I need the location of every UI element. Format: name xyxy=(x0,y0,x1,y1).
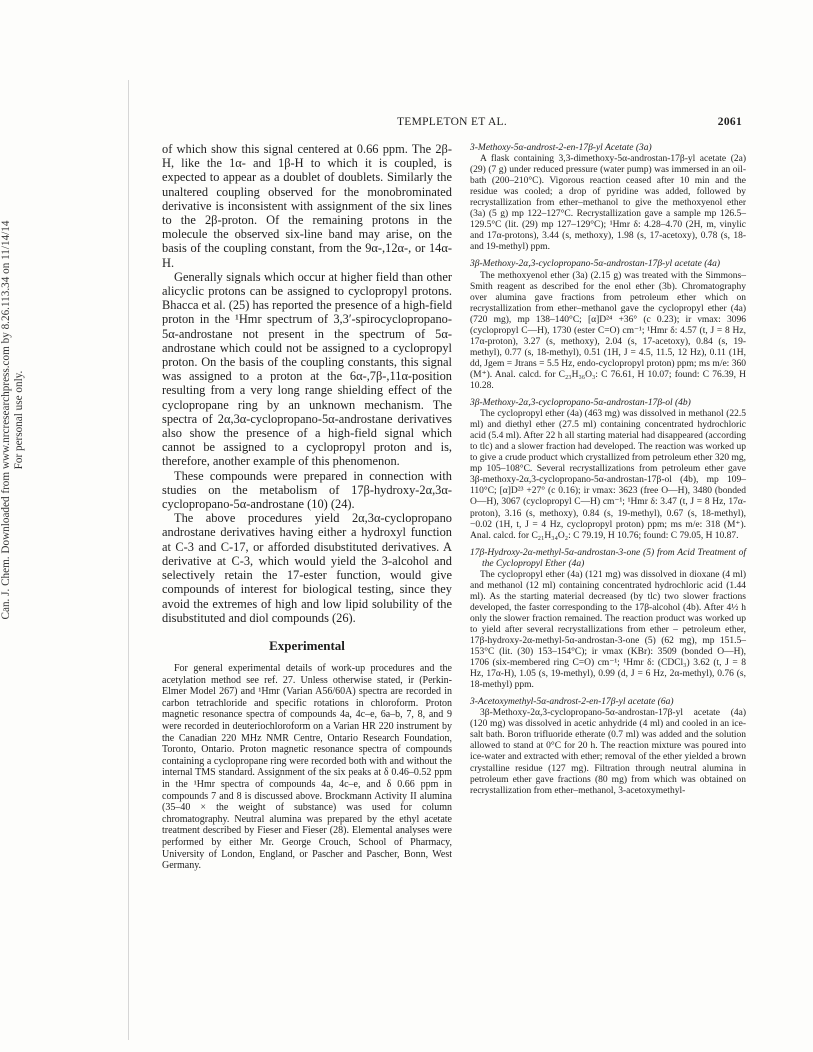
download-notice-margin xyxy=(0,140,28,700)
section-heading-3a: 3-Methoxy-5α-androst-2-en-17β-yl Acetate (3a) xyxy=(470,143,652,153)
running-header xyxy=(162,116,742,132)
section-heading-4b: 3β-Methoxy-2α,3-cyclopropano-5α-androstan-17β-ol (4b) xyxy=(470,398,691,409)
section-text-5: The cyclopropyl ether (4a) (121 mg) was dissolved in dioxane (4 ml) and methanol (12 ml) containing concentrated hydrochloric acid (1.44 ml). As the starting material decreased (by tlc) two slower fractions developed, the faster corresponding to the 17β-alcohol (4b). After 4½ h only the slower fraction remained. The reaction product was worked up to yield after several recrystallizations from ether – petroleum ether, 17β-hydroxy-2α-methyl-5α-androstan-3-one (5) (62 mg), mp 151.5–153°C (lit. (30) 153–154°C); ir νmax (KBr): 3509 (bonded O—H), 1706 (six-membered ring C=O) cm⁻¹; ¹Hmr δ: (CDCl₃) 3.62 (t, J = 8 Hz, 17α-H), 1.05 (s, 19-methyl), 0.99 (d, J = 6 Hz, 2α-methyl), 0.76 (s, 18-methyl) ppm. xyxy=(470,569,746,691)
section-heading-4a: 3β-Methoxy-2α,3-cyclopropano-5α-androstan-17β-yl acetate (4a) xyxy=(470,259,721,270)
page-number: 2061 xyxy=(717,116,742,128)
running-title: TEMPLETON ET AL. xyxy=(396,116,508,128)
personal-use-line: For personal use only. xyxy=(12,370,25,470)
experimental-heading: Experimental xyxy=(269,637,345,653)
download-source-line: Can. J. Chem. Downloaded from www.nrcresearchpress.com by 8.26.113.34 on 11/14/14 xyxy=(0,220,12,620)
section-heading-5: 17β-Hydroxy-2α-methyl-5α-androstan-3-one (5) from Acid Treatment of the Cyclopropyl Ether (4a) xyxy=(470,547,746,569)
page-edge-line xyxy=(128,80,129,1040)
paragraph-metabolism: These compounds were prepared in connection with studies on the metabolism of 17β-hydroxy-2α,3α-cyclopropano-5α-androstane (10) (24). xyxy=(162,468,452,512)
section-text-6a: 3β-Methoxy-2α,3-cyclopropano-5α-androstan-17β-yl acetate (4a) (120 mg) was dissolved in acetic anhydride (4 ml) and cooled in an ice-salt bath. Boron trifluoride etherate (0.7 ml) was added and the solution allowed to stand at 0°C for 20 h. The reaction mixture was poured into ice-water and extracted with ether; removal of the ether yielded a brown crystalline residue (127 mg). Filtration through neutral alumina in petroleum ether gave fractions (80 mg) from which was obtained on recrystallization from ether–methanol, 3-acetoxymethyl- xyxy=(470,708,746,796)
right-column xyxy=(470,142,746,797)
section-text-3a: A flask containing 3,3-dimethoxy-5α-androstan-17β-yl acetate (2a) (29) (7 g) under reduced pressure (water pump) was immersed in an oil-bath (200–210°C). Vigorous reaction ceased after 10 min and the residue was cooled; a drop of pyridine was added, followed by recrystallization from ether–methanol to give the methoxyenol ether (3a) (5 g) mp 122–127°C. Recrystallization gave a sample mp 126.5–129.5°C (lit. (29) mp 127–129°C); ¹Hmr δ: 4.28–4.70 (2H, m, vinylic and 17α-protons), 3.44 (s, methoxy), 1.98 (s, 17-acetoxy), 0.78 (s, 18- and 19-methyl) ppm. xyxy=(470,154,746,253)
paragraph-procedures: The above procedures yield 2α,3α-cyclopropano androstane derivatives having either a hydroxyl function at C-3 and C-17, or afforded disubstituted derivatives. A derivative at C-3, which would yield the 3-alcohol and selectively retain the 17-ester function, would give compounds of interest for biological testing, since they avoid the extremes of high and low lipid solubility of the disubstituted and diol compounds (26). xyxy=(162,511,452,625)
section-text-4b: The cyclopropyl ether (4a) (463 mg) was dissolved in methanol (22.5 ml) and diethyl ether (27.5 ml) containing concentrated hydrochloric acid (5.4 ml). After 22 h all starting material had disappeared (according to tlc) and a slower fraction had developed. The reaction was worked up to give a crude product which crystallized from petroleum ether 320 mg, mp 105–108°C. Several recrystallizations from petroleum ether gave 3β-methoxy-2α,3-cyclopropano-5α-androstan-17β-ol (4b), mp 109–110°C; [α]D²³ +27° (c 0.16); ir νmax: 3623 (free O—H), 3480 (bonded O—H), 3067 (cyclopropyl C—H) cm⁻¹; ¹Hmr δ: 3.47 (t, J = 8 Hz, 17α-proton), 3.16 (s, methoxy), 0.84 (s, 19-methyl), 0.67 (s, 18-methyl), −0.02 (1H, t, J = 4 Hz, cyclopropyl proton) ppm; ms m/e: 318 (M⁺). Anal. calcd. for C₂₁H₃₄O₂: C 79.19, H 10.76; found: C 79.05, H 10.87. xyxy=(470,409,746,541)
left-column xyxy=(162,142,452,872)
download-notice xyxy=(0,140,25,700)
paragraph-high-field: Generally signals which occur at higher field than other alicyclic protons can be assigned to cyclopropyl protons. Bhacca et al. (25) has reported the presence of a high-field proton in the ¹Hmr spectrum of 3,3′-spirocyclopropano-5α-androstane not present in the spectrum of 5α-androstane which could not be assigned to a cyclopropyl proton. On the basis of the coupling constants, this signal was assigned to a proton at the 6α-,7β-,11α-position resulting from a very long range shielding effect of the cyclopropane ring by an unknown mechanism. The spectra of 2α,3α-cyclopropano-5α-androstane derivatives also show the presence of a high-field signal which cannot be assigned to a cyclopropyl proton and is, therefore, another example of this phenomenon. xyxy=(162,269,453,469)
section-text-4a: The methoxyenol ether (3a) (2.15 g) was treated with the Simmons–Smith reagent as described for the enol ether (3b). Chromatography over alumina gave fractions from petroleum ether which on recrystallization from ether–methanol gave the cyclopropyl ether (4a) (720 mg), mp 138–140°C; [α]D²⁴ +36° (c 0.23); ir νmax: 3096 (cyclopropyl C—H), 1730 (ester C=O) cm⁻¹; ¹Hmr δ: 4.57 (t, J = 8 Hz, 17α-proton), 3.27 (s, methoxy), 2.04 (s, 17-acetoxy), 0.84 (s, 19-methyl), 0.77 (s, 18-methyl), 0.51 (1H, J = 4.5, 11.5, 12 Hz), 0.11 (1H, dd, Jgem = Jtrans = 5.5 Hz, endo-cyclopropyl proton) ppm; ms m/e: 360 (M⁺). Anal. calcd. for C₂₃H₃₆O₃: C 76.61, H 10.07; found: C 76.39, H 10.28. xyxy=(470,270,746,391)
paragraph-continuation: of which show this signal centered at 0.66 ppm. The 2β-H, like the 1α- and 1β-H to which it is coupled, is expected to appear as a doublet of doublets. Similarly the unaltered coupling observed for the monobrominated derivative is inconsistent with assignment of the six lines to the 2β-proton. Of the remaining protons in the molecule the observed six-line band may arise, on the basis of the coupling constant, from the 9α-,12α-, or 14α-H. xyxy=(162,142,452,270)
section-heading-6a: 3-Acetoxymethyl-5α-androst-2-en-17β-yl acetate (6a) xyxy=(470,697,674,708)
experimental-text: For general experimental details of work-up procedures and the acetylation method see ref. 27. Unless otherwise stated, ir (Perkin-Elmer Model 267) and ¹Hmr (Varian A56/60A) spectra are recorded in carbon tetrachloride and specific rotations in chloroform. Proton magnetic resonance spectra of compounds 4a, 4c–e, 6a–b, 7, 8, and 9 were recorded in deuteriochloroform on a Varian HR 220 instrument by the Canadian 220 MHz NMR Centre, Ontario Research Foundation, Toronto, Ontario. Proton magnetic resonance spectra of compounds containing a cyclopropane ring were recorded both with and without the internal TMS standard. Assignment of the six peaks at δ 0.46–0.52 ppm in the ¹Hmr spectra of compounds 4a, 4c–e, and δ 0.66 ppm in compounds 7 and 8 is discussed above. Brockmann Activity II alumina (35–40 × the weight of substance) was used for column chromatography. Neutral alumina was prepared by the ethyl acetate treatment described by Fieser and Fieser (28). Elemental analyses were performed by either Mr. George Crouch, School of Pharmacy, University of London, England, or Pascher and Pascher, Bonn, West Germany. xyxy=(162,663,452,872)
